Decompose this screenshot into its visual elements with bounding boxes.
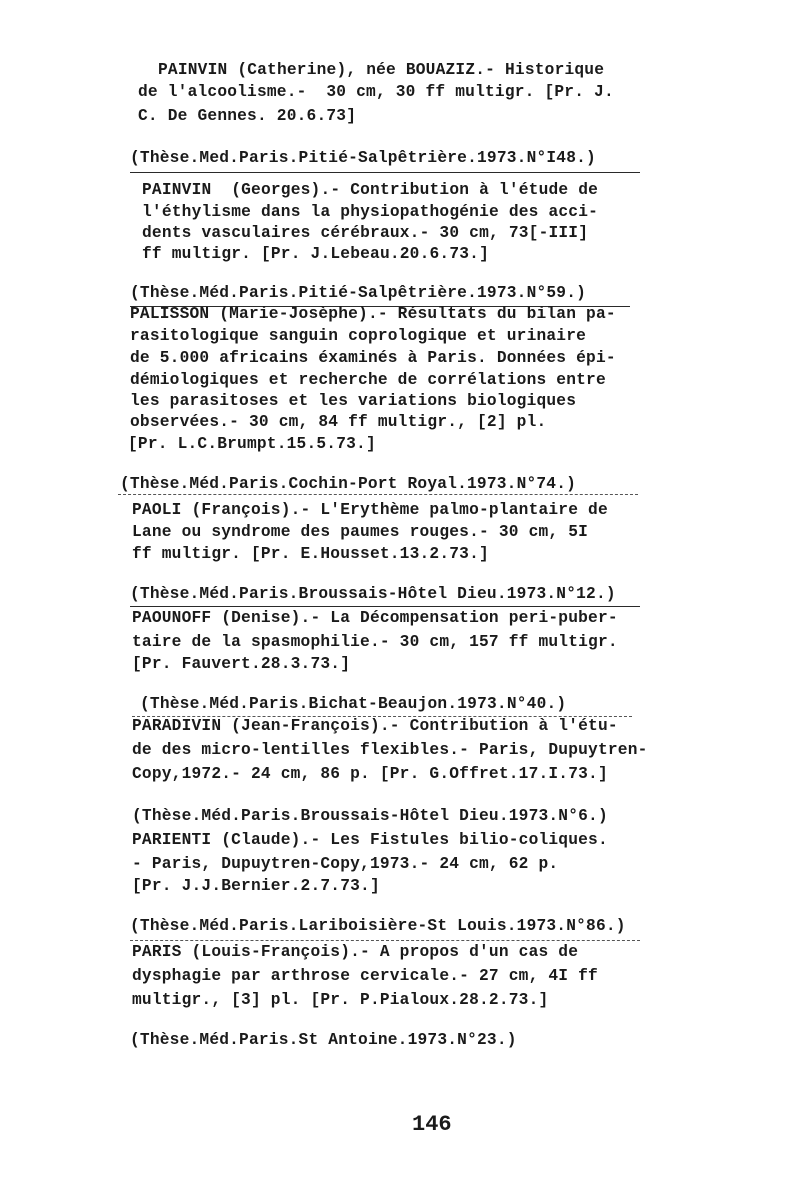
thesis-reference: (Thèse.Med.Paris.Pitié-Salpêtrière.1973.N°I48.) xyxy=(130,149,596,167)
entry-text-line: Copy,1972.- 24 cm, 86 p. [Pr. G.Offret.17.I.73.] xyxy=(132,765,608,783)
entry-text-line: de l'alcoolisme.- 30 cm, 30 ff multigr. [Pr. J. xyxy=(138,83,614,101)
entry-text-line: PAINVIN (Georges).- Contribution à l'étude de xyxy=(142,181,599,199)
entry-text-line: de des micro-lentilles flexibles.- Paris, Dupuytren- xyxy=(132,741,648,759)
thesis-reference: (Thèse.Méd.Paris.Bichat-Beaujon.1973.N°40.) xyxy=(140,695,567,713)
entry-text-line: PAINVIN (Catherine), née BOUAZIZ.- Historique xyxy=(158,61,605,79)
thesis-reference: (Thèse.Méd.Paris.Cochin-Port Royal.1973.N°74.) xyxy=(120,475,577,493)
entry-text-line: Lane ou syndrome des paumes rouges.- 30 cm, 5I xyxy=(132,523,589,541)
entry-text-line: PARIS (Louis-François).- A propos d'un cas de xyxy=(132,943,579,961)
entry-text-line: démiologiques et recherche de corrélations entre xyxy=(130,371,606,389)
entry-text-line: PALISSON (Marie-Josèphe).- Résultats du bilan pa- xyxy=(130,305,616,323)
separator-rule xyxy=(130,606,640,607)
thesis-reference: (Thèse.Méd.Paris.Lariboisière-St Louis.1973.N°86.) xyxy=(130,917,626,935)
entry-text-line: multigr., [3] pl. [Pr. P.Pialoux.28.2.73.] xyxy=(132,991,549,1009)
entry-text-line: dysphagie par arthrose cervicale.- 27 cm, 4I ff xyxy=(132,967,598,985)
separator-rule xyxy=(118,494,638,495)
entry-text-line: rasitologique sanguin coprologique et urinaire xyxy=(130,327,587,345)
entry-text-line: C. De Gennes. 20.6.73] xyxy=(138,107,357,125)
entry-text-line: taire de la spasmophilie.- 30 cm, 157 ff multigr. xyxy=(132,633,618,651)
entry-text-line: PAOLI (François).- L'Erythème palmo-plantaire de xyxy=(132,501,608,519)
entry-text-line: [Pr. L.C.Brumpt.15.5.73.] xyxy=(128,435,376,453)
entry-text-line: PARADIVIN (Jean-François).- Contribution à l'étu- xyxy=(132,717,618,735)
entry-text-line: observées.- 30 cm, 84 ff multigr., [2] pl. xyxy=(130,413,547,431)
entry-text-line: PAOUNOFF (Denise).- La Décompensation peri-puber- xyxy=(132,609,618,627)
thesis-reference: (Thèse.Méd.Paris.Broussais-Hôtel Dieu.1973.N°6.) xyxy=(132,807,608,825)
separator-rule xyxy=(130,172,640,173)
thesis-reference: (Thèse.Méd.Paris.Broussais-Hôtel Dieu.1973.N°12.) xyxy=(130,585,616,603)
entry-text-line: dents vasculaires cérébraux.- 30 cm, 73[-III] xyxy=(142,224,589,242)
thesis-reference: (Thèse.Méd.Paris.St Antoine.1973.N°23.) xyxy=(130,1031,517,1049)
entry-text-line: ff multigr. [Pr. E.Housset.13.2.73.] xyxy=(132,545,489,563)
separator-rule xyxy=(130,940,640,941)
entry-text-line: - Paris, Dupuytren-Copy,1973.- 24 cm, 62 p. xyxy=(132,855,559,873)
entry-text-line: ff multigr. [Pr. J.Lebeau.20.6.73.] xyxy=(142,245,489,263)
thesis-reference: (Thèse.Méd.Paris.Pitié-Salpêtrière.1973.N°59.) xyxy=(130,284,587,302)
entry-text-line: les parasitoses et les variations biologiques xyxy=(130,392,577,410)
entry-text-line: PARIENTI (Claude).- Les Fistules bilio-coliques. xyxy=(132,831,608,849)
entry-text-line: [Pr. Fauvert.28.3.73.] xyxy=(132,655,351,673)
entry-text-line: de 5.000 africains éxaminés à Paris. Données épi- xyxy=(130,349,616,367)
page-number: 146 xyxy=(412,1112,452,1137)
entry-text-line: l'éthylisme dans la physiopathogénie des acci- xyxy=(142,203,599,221)
entry-text-line: [Pr. J.J.Bernier.2.7.73.] xyxy=(132,877,380,895)
